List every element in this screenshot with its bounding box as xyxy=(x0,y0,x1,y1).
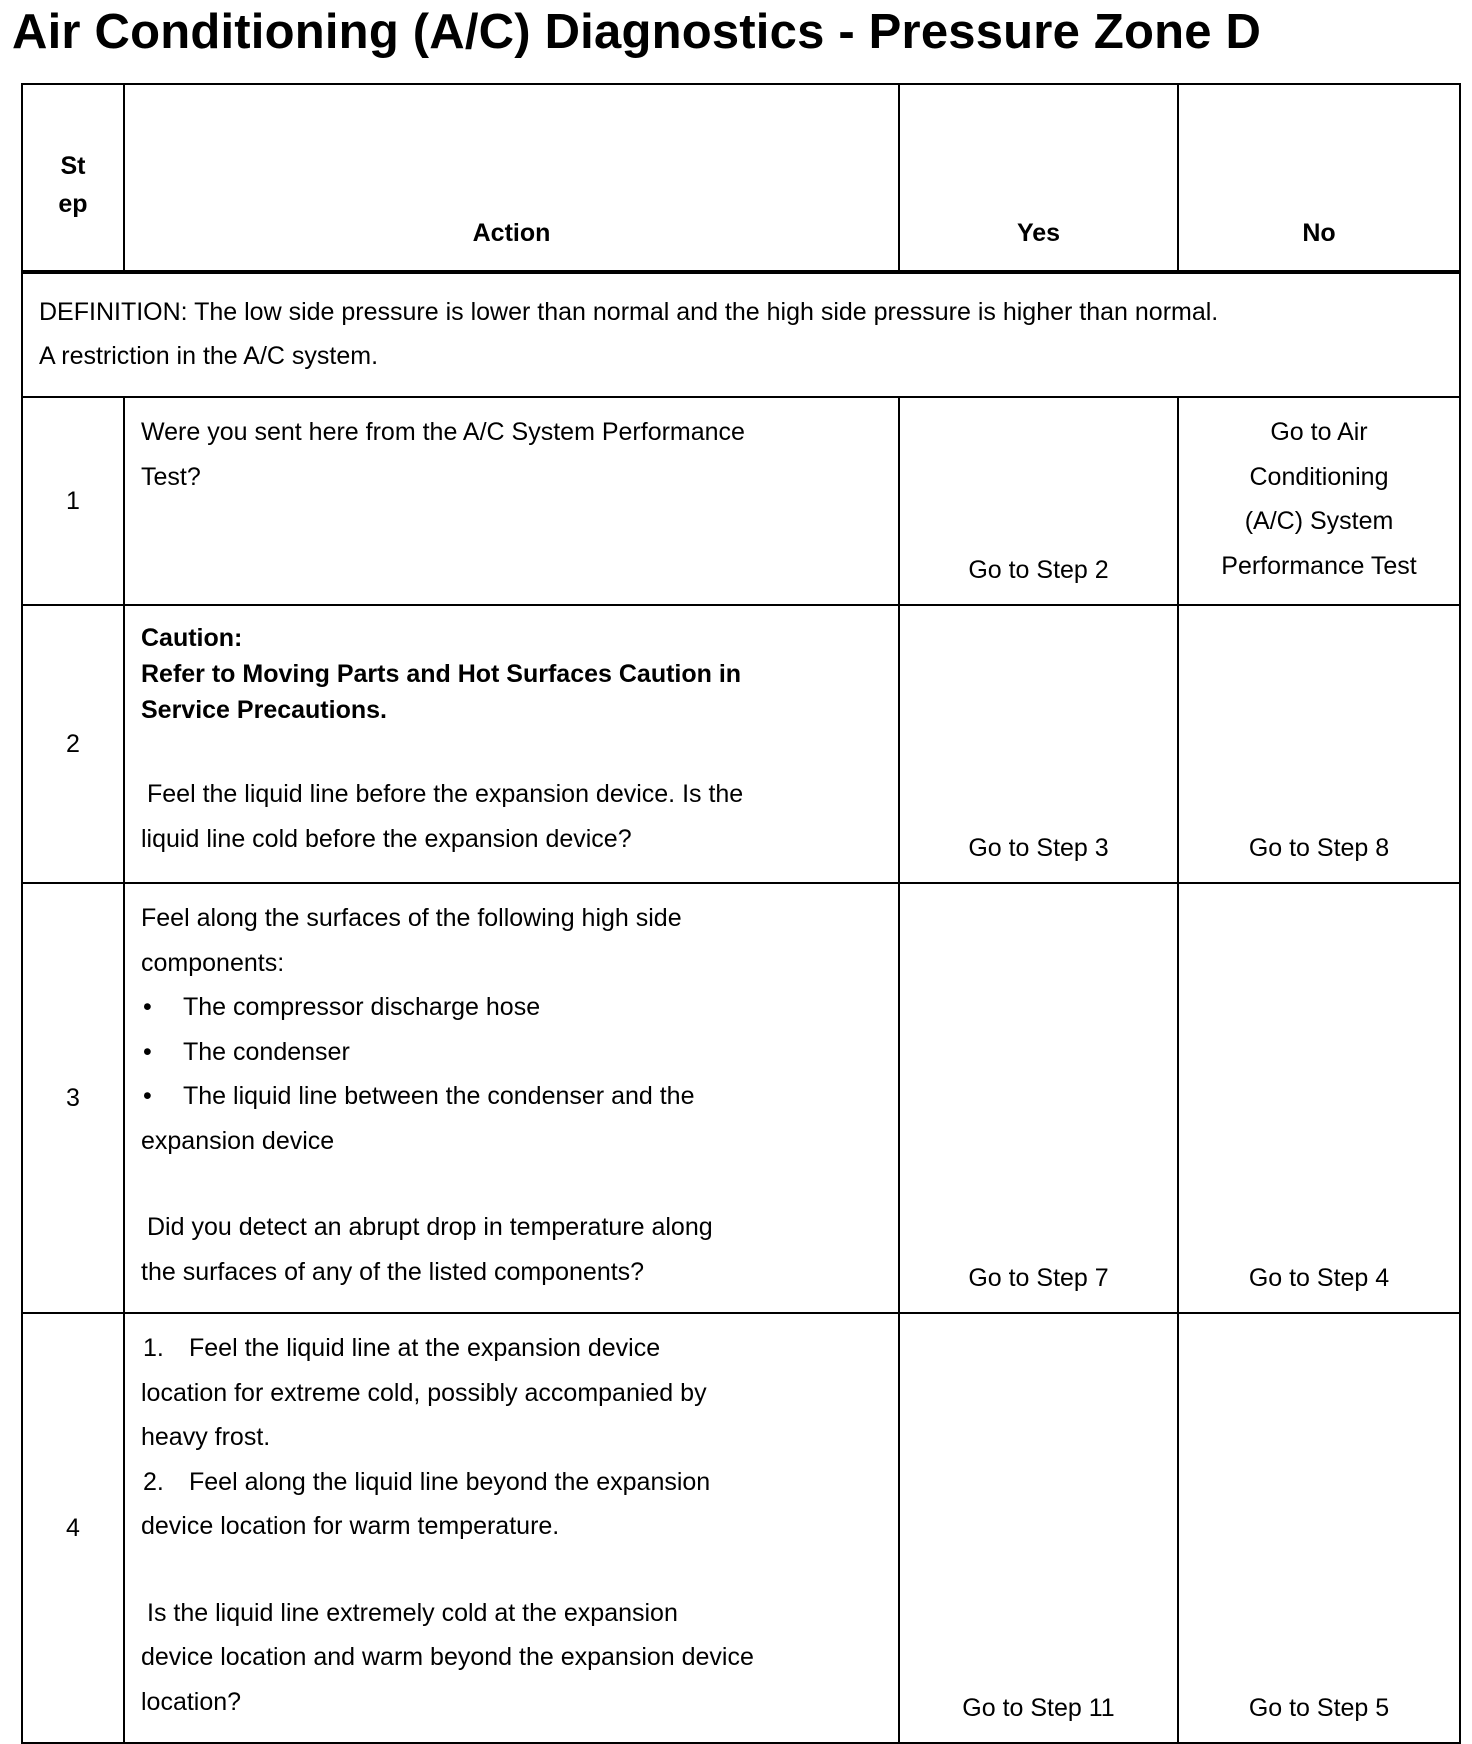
bullet-text: The condenser xyxy=(183,1037,350,1066)
yes-cell xyxy=(899,605,1178,883)
bullet-continuation: expansion device xyxy=(141,1126,335,1155)
step-header-line2: ep xyxy=(58,189,88,218)
action-line: Were you sent here from the A/C System Performance xyxy=(141,418,745,446)
question-line: location? xyxy=(141,1687,242,1716)
yes-cell xyxy=(899,883,1178,1313)
step-number: 2 xyxy=(22,605,124,883)
no-cell xyxy=(1178,397,1460,605)
page-title: Air Conditioning (A/C) Diagnostics - Pressure Zone D xyxy=(12,5,1262,59)
question-line: device location and warm beyond the expansion device xyxy=(141,1643,754,1671)
step-column-header xyxy=(22,84,124,272)
numbered-item-2 xyxy=(141,1460,884,1505)
yes-result: Go to Step 2 xyxy=(968,555,1109,584)
action-cell xyxy=(124,1313,899,1743)
step-header-line1: St xyxy=(60,151,86,180)
no-result-line: Performance Test xyxy=(1221,551,1417,580)
yes-result: Go to Step 3 xyxy=(968,833,1109,862)
yes-cell xyxy=(899,397,1178,605)
question-line: liquid line cold before the expansion device? xyxy=(141,824,632,853)
question-line: Feel the liquid line before the expansion device. Is the xyxy=(147,780,744,808)
item-text: Feel the liquid line at the expansion device xyxy=(189,1334,661,1362)
bullet-icon: • xyxy=(143,1082,152,1110)
step-row-1 xyxy=(22,397,1460,605)
action-column-header: Action xyxy=(124,84,899,272)
intro-line: components: xyxy=(141,948,285,977)
yes-result: Go to Step 11 xyxy=(962,1693,1115,1722)
no-column-header: No xyxy=(1178,84,1460,272)
bullet-item xyxy=(141,1074,884,1119)
item-text: heavy frost. xyxy=(141,1423,271,1451)
step-number: 3 xyxy=(22,883,124,1313)
header-row xyxy=(22,84,1460,272)
no-result: Go to Step 4 xyxy=(1248,1263,1390,1292)
no-result-line: (A/C) System xyxy=(1244,507,1394,535)
no-result-line: Conditioning xyxy=(1249,462,1389,491)
definition-cell xyxy=(22,272,1460,397)
bullet-item xyxy=(141,985,884,1030)
intro-line: Feel along the surfaces of the following high side xyxy=(141,904,682,932)
item-number: 2. xyxy=(143,1467,164,1496)
question-line: the surfaces of any of the listed components? xyxy=(141,1257,645,1286)
step-row-3 xyxy=(22,883,1460,1313)
caution-line: Service Precautions. xyxy=(141,696,387,724)
action-cell xyxy=(124,397,899,605)
bullet-icon: • xyxy=(143,1037,152,1066)
no-result-line: Go to Air xyxy=(1270,418,1368,446)
no-cell xyxy=(1178,1313,1460,1743)
definition-row xyxy=(22,272,1460,397)
item-text: Feel along the liquid line beyond the expansion xyxy=(189,1467,711,1496)
bullet-text: The liquid line between the condenser and the xyxy=(183,1082,695,1110)
yes-result: Go to Step 7 xyxy=(968,1263,1109,1292)
step-number: 4 xyxy=(22,1313,124,1743)
numbered-item-1 xyxy=(141,1326,884,1371)
step-row-2 xyxy=(22,605,1460,883)
question-line: Did you detect an abrupt drop in temperature along xyxy=(147,1213,713,1241)
no-cell xyxy=(1178,883,1460,1313)
bullet-text: The compressor discharge hose xyxy=(183,993,541,1021)
no-cell xyxy=(1178,605,1460,883)
item-text: device location for warm temperature. xyxy=(141,1512,560,1540)
step-number: 1 xyxy=(22,397,124,605)
caution-line: Refer to Moving Parts and Hot Surfaces Caution in xyxy=(141,660,742,688)
item-number: 1. xyxy=(143,1334,164,1362)
item-text: location for extreme cold, possibly accompanied by xyxy=(141,1378,707,1407)
definition-line2: A restriction in the A/C system. xyxy=(39,342,379,370)
diagnostic-table xyxy=(21,83,1461,1744)
definition-line1: DEFINITION: The low side pressure is lower than normal and the high side pressure is higher than normal. xyxy=(39,298,1219,326)
yes-cell xyxy=(899,1313,1178,1743)
action-cell xyxy=(124,605,899,883)
caution-title: Caution: xyxy=(141,624,243,652)
yes-column-header: Yes xyxy=(899,84,1178,272)
step-row-4 xyxy=(22,1313,1460,1743)
action-cell xyxy=(124,883,899,1313)
bullet-icon: • xyxy=(143,993,152,1021)
bullet-item xyxy=(141,1030,884,1075)
no-result: Go to Step 5 xyxy=(1248,1693,1390,1722)
action-line: Test? xyxy=(141,462,201,491)
no-result: Go to Step 8 xyxy=(1248,833,1390,862)
question-line: Is the liquid line extremely cold at the expansion xyxy=(147,1598,678,1627)
